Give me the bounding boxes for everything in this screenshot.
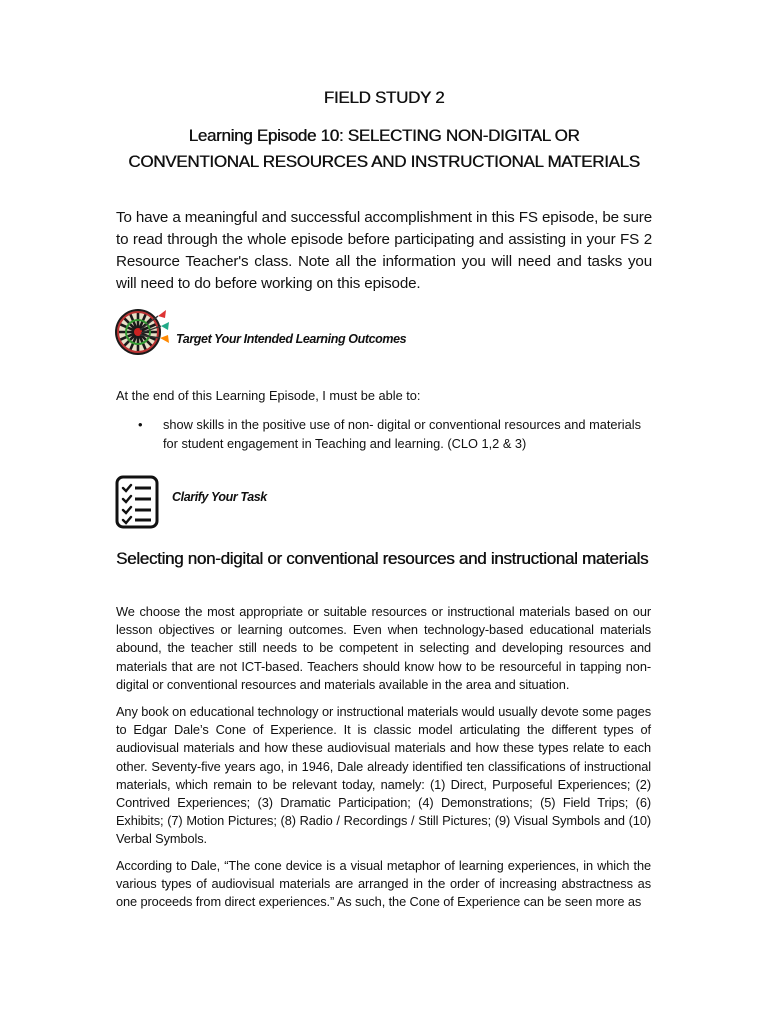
checklist-icon <box>114 474 160 530</box>
document-title: FIELD STUDY 2 <box>323 88 445 107</box>
episode-title-line1: Learning Episode 10: SELECTING NON-DIGITAL OR <box>188 126 580 145</box>
outcome-text: show skills in the positive use of non- digital or conventional resources and materials for student engagement in Teaching and learning. (CLO 1,2 & 3) <box>163 417 641 451</box>
clarify-task-label: Clarify Your Task <box>172 490 267 504</box>
outcomes-list <box>116 415 656 453</box>
target-outcomes-label: Target Your Intended Learning Outcomes <box>176 332 407 346</box>
body-paragraph-1: We choose the most appropriate or suitable resources or instructional materials based on our lesson objectives or learning outcomes. Even when technology-based educational materials abound, the teacher still needs to be competent in selecting and developing resources and materials that are not ICT-based. Teachers should know how to be resourceful in tapping non-digital or conventional resources and materials available in the area and situation. <box>116 604 651 692</box>
episode-title-line2: CONVENTIONAL RESOURCES AND INSTRUCTIONAL MATERIALS <box>128 152 640 171</box>
episode-title <box>0 123 768 175</box>
outcomes-intro: At the end of this Learning Episode, I must be able to: <box>116 388 421 403</box>
bullet-icon: • <box>138 417 143 432</box>
body-paragraph-2: Any book on educational technology or instructional materials would usually devote some pages to Edgar Dale’s Cone of Experience. It is classic model articulating the different types of audiovisual materials and how these audiovisual materials and how these types relate to each other. Seventy-five years ago, in 1946, Dale already identified ten classifications of instructional materials, which remain to be relevant today, namely: (1) Direct, Purposeful Experiences; (2) Contrived Experiences; (3) Dramatic Participation; (4) Demonstrations; (5) Field Trips; (6) Exhibits; (7) Motion Pictures; (8) Radio / Recordings / Still Pictures; (9) Visual Symbols and (10) Verbal Symbols. <box>116 704 651 847</box>
section-heading: Selecting non-digital or conventional resources and instructional materials <box>116 549 649 568</box>
intro-paragraph: To have a meaningful and successful accomplishment in this FS episode, be sure to read through the whole episode before participating and assisting in your FS 2 Resource Teacher's class. Note all the information you will need and tasks you will need to do before working on this episode. <box>116 209 652 292</box>
dartboard-icon <box>114 304 172 358</box>
list-item <box>116 415 656 453</box>
body-paragraph-3: According to Dale, “The cone device is a visual metaphor of learning experiences, in which the various types of audiovisual materials are arranged in the order of increasing abstractness as one proceeds from direct experiences.” As such, the Cone of Experience can be seen more as <box>116 858 651 910</box>
